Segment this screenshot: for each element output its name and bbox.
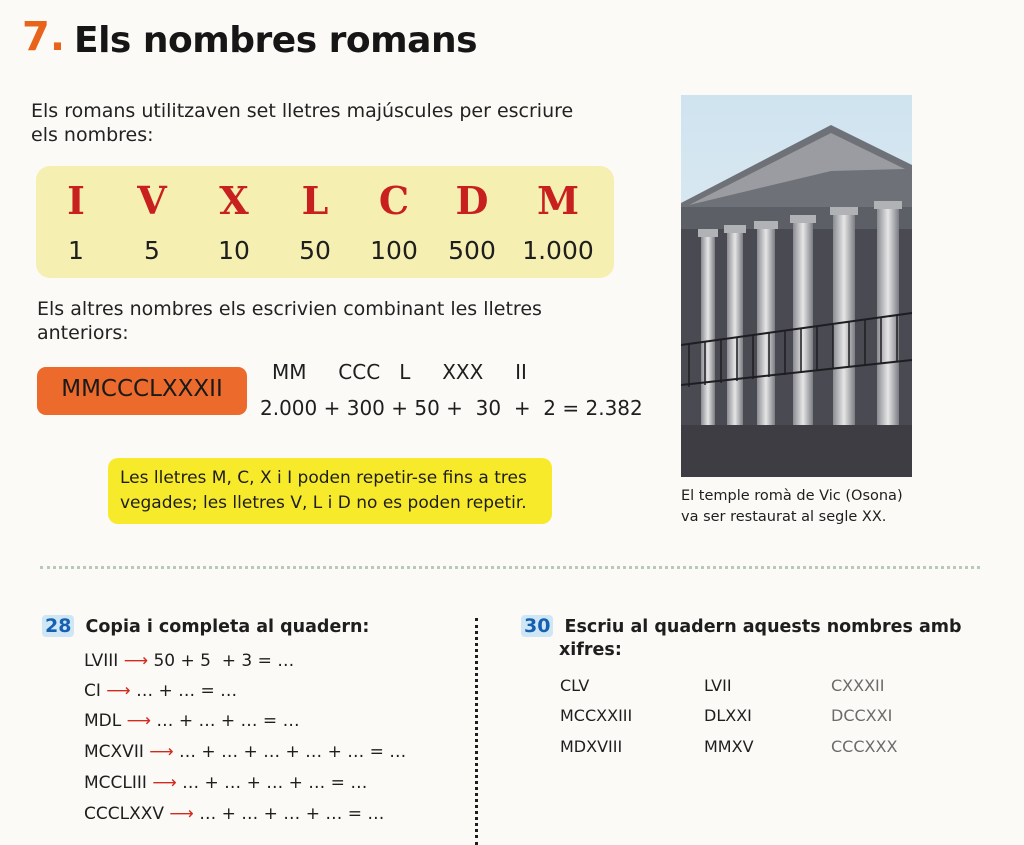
roman-letters-table — [36, 166, 614, 278]
exercise-28-row: MDL ⟶ … + … + … = … — [84, 711, 300, 731]
exercise-30-title-line-2: xifres: — [559, 640, 622, 660]
photo-caption — [681, 486, 931, 528]
caption-line-1: El temple romà de Vic (Osona) — [681, 488, 903, 504]
exercise-28-title: Copia i completa al quadern: — [85, 617, 370, 637]
intro-line-1: Els romans utilitzaven set lletres majúscules per escriure — [31, 100, 574, 122]
temple-illustration — [681, 95, 912, 477]
roman-value: 1.000 — [522, 236, 594, 265]
page-title: Els nombres romans — [74, 20, 478, 61]
section-divider — [40, 566, 980, 569]
roman-letter: I — [67, 178, 85, 223]
example-sum-row: 2.000 + 300 + 50 + 30 + 2 = 2.382 — [260, 396, 643, 420]
rule-note-line-2: vegades; les lletres V, L i D no es poden repetir. — [120, 493, 527, 513]
arrow-icon: ⟶ — [123, 651, 149, 671]
exercise-30-title-line-1: Escriu al quadern aquests nombres amb — [564, 617, 962, 637]
roman-value: 500 — [448, 236, 496, 265]
roman-letter: V — [137, 178, 167, 223]
temple-photo — [681, 95, 912, 477]
exercise-28-row: CCCLXXV ⟶ … + … + … + … = … — [84, 804, 385, 824]
combine-line-2: anteriors: — [37, 322, 129, 344]
exercise-30-cell: MMXV — [704, 737, 754, 756]
arrow-icon: ⟶ — [152, 773, 177, 793]
roman-letter: L — [301, 178, 329, 223]
arrow-icon: ⟶ — [149, 742, 174, 762]
exercise-28-number: 28 — [42, 615, 74, 637]
exercise-30-cell: CLV — [560, 676, 590, 695]
example-roman-badge — [37, 367, 247, 415]
caption-line-2: va ser restaurat al segle XX. — [681, 509, 887, 525]
exercise-30-cell: MDXVIII — [560, 737, 623, 756]
arrow-icon: ⟶ — [169, 804, 194, 824]
roman-letter: M — [536, 178, 580, 223]
roman-value: 10 — [218, 236, 250, 265]
roman-letter: C — [378, 178, 410, 223]
exercise-30-cell: MCCXXIII — [560, 706, 633, 725]
column-divider — [475, 618, 478, 845]
exercise-30-cell: DLXXI — [704, 706, 752, 725]
combine-line-1: Els altres nombres els escrivien combinant les lletres — [37, 298, 542, 320]
section-number: 7. — [22, 14, 66, 60]
example-parts-row: MM CCC L XXX II — [272, 360, 527, 384]
arrow-icon: ⟶ — [106, 681, 131, 701]
exercise-30-cell: CCCXXX — [831, 737, 898, 756]
intro-line-2: els nombres: — [31, 124, 154, 146]
exercise-30-number: 30 — [521, 615, 553, 637]
arrow-icon: ⟶ — [126, 711, 152, 731]
exercise-28-header — [42, 615, 369, 639]
roman-value: 50 — [299, 236, 331, 265]
roman-value: 100 — [370, 236, 418, 265]
roman-letter: D — [455, 178, 489, 223]
exercise-30-header — [521, 615, 962, 639]
exercise-30-cell: LVII — [704, 676, 732, 695]
exercise-28-row: LVIII ⟶ 50 + 5 + 3 = … — [84, 651, 295, 671]
exercise-30-cell: CXXXII — [831, 676, 885, 695]
exercise-28-row: CI ⟶ … + … = … — [84, 681, 238, 701]
exercise-28-row: MCCLIII ⟶ … + … + … + … = … — [84, 773, 368, 793]
roman-letter: X — [219, 178, 249, 223]
example-roman-number: MMCCCLXXXII — [61, 376, 223, 402]
roman-value: 5 — [144, 236, 160, 265]
roman-value: 1 — [68, 236, 84, 265]
rule-note — [108, 458, 552, 524]
rule-note-line-1: Les lletres M, C, X i I poden repetir-se fins a tres — [120, 468, 527, 488]
exercise-30-cell: DCCXXI — [831, 706, 893, 725]
exercise-28-row: MCXVII ⟶ … + … + … + … + … = … — [84, 742, 407, 762]
